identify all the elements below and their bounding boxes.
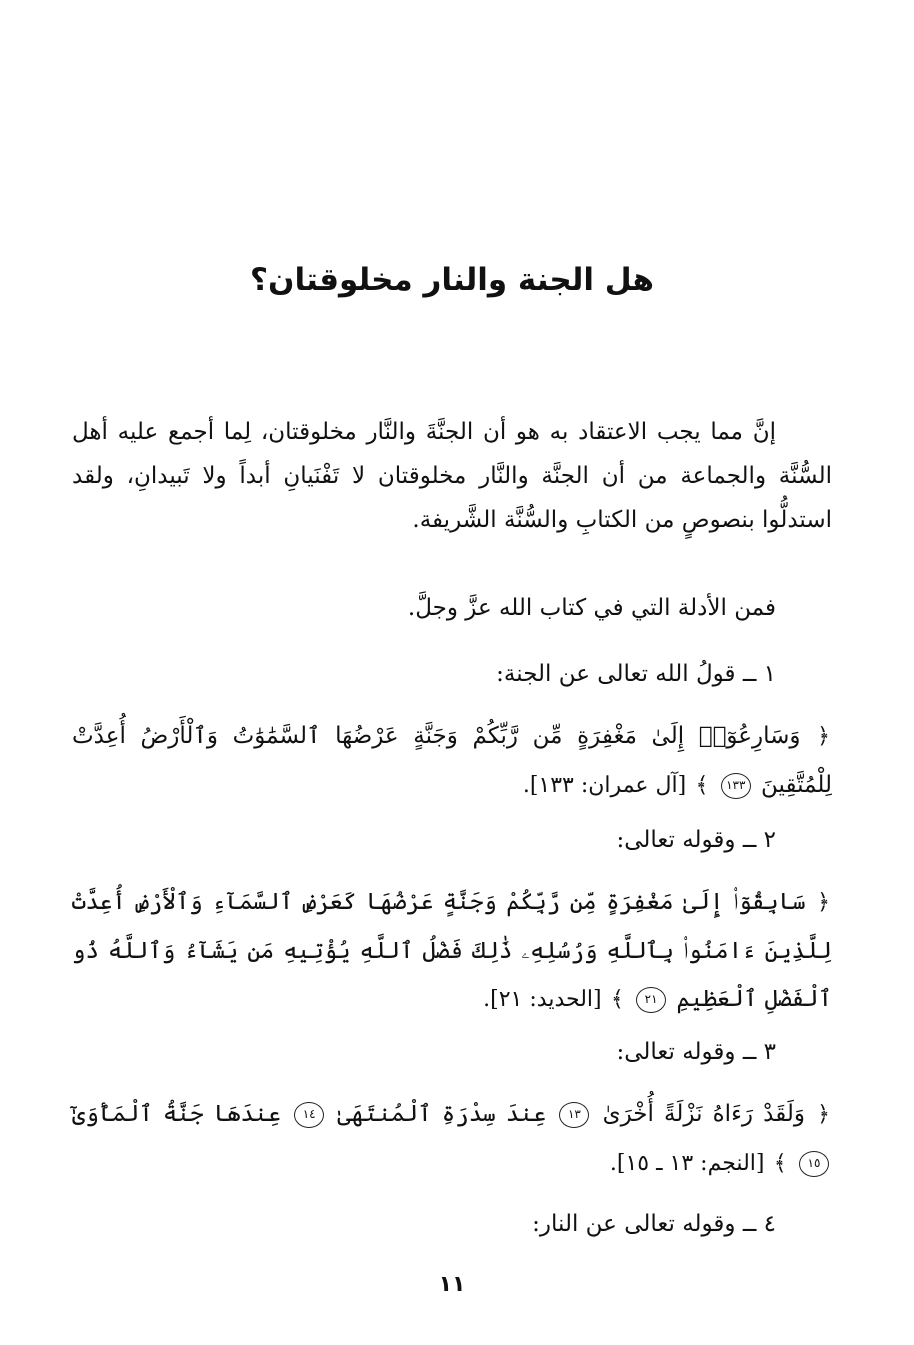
open-brace: ﴿ xyxy=(817,724,830,749)
verse-number-mark: ١٣٣ xyxy=(721,773,751,799)
item-1-heading: ١ ــ قولُ الله تعالى عن الجنة: xyxy=(496,661,776,687)
item-3-heading: ٣ ــ وقوله تعالى: xyxy=(616,1039,776,1065)
verse-number-mark: ١٥ xyxy=(799,1151,829,1177)
item-2-ayah-block xyxy=(72,878,832,1024)
open-brace: ﴿ xyxy=(817,890,830,915)
ayah-text: عِندَهَا جَنَّةُ ٱلْمَأْوَىٰٓ xyxy=(72,1101,281,1127)
page-title: هل الجنة والنار مخلوقتان؟ xyxy=(250,262,654,298)
close-brace: ﴾ xyxy=(610,987,624,1012)
quran-reference: [آل عمران: ١٣٣]. xyxy=(522,773,687,798)
quran-reference: [النجم: ١٣ ـ ١٥]. xyxy=(609,1151,765,1176)
item-1-ayah-block xyxy=(72,712,832,810)
ayah-text: سَابِقُوٓا۟ إِلَىٰ مَغْفِرَةٍ مِّن رَّبِّكُمْ وَجَنَّةٍ عَرْضُهَا كَعَرْضِ ٱلسَّمَآءِ وَٱلْأَرْضِ أُعِدَّتْ لِلَّذِينَ ءَامَنُوا۟ بِٱللَّهِ وَرُسُلِهِۦ ذَٰلِكَ فَضْلُ ٱللَّهِ يُؤْتِيهِ مَن يَشَآءُ وَٱللَّهُ ذُو ٱلْفَضْلِ ٱلْعَظِيمِ xyxy=(72,889,832,1012)
verse-number-mark: ١٣ xyxy=(559,1102,589,1128)
intro-paragraph: إنَّ مما يجب الاعتقاد به هو أن الجنَّةَ والنَّار مخلوقتان، لِما أجمع عليه أهل السُّنَّة والجماعة من أن الجنَّة والنَّار مخلوقتان لا تَفْنَيانِ أبداً ولا تَبيدانِ، ولقد استدلُّوا بنصوصٍ من الكتابِ والسُّنَّة الشَّريفة. xyxy=(72,419,832,533)
evidence-intro: فمن الأدلة التي في كتاب الله عزَّ وجلَّ. xyxy=(407,595,776,621)
verse-number-mark: ٢١ xyxy=(636,987,666,1013)
item-2-heading: ٢ ــ وقوله تعالى: xyxy=(616,827,776,853)
close-brace: ﴾ xyxy=(773,1151,787,1176)
ayah-text: وَسَارِعُوٓا۟ إِلَىٰ مَغْفِرَةٍ مِّن رَّبِّكُمْ وَجَنَّةٍ عَرْضُهَا ٱلسَّمَٰوَٰتُ وَٱلْأَرْضُ أُعِدَّتْ لِلْمُتَّقِينَ xyxy=(72,723,832,798)
item-4-heading: ٤ ــ وقوله تعالى عن النار: xyxy=(532,1211,776,1237)
item-3-ayah-block xyxy=(72,1090,832,1188)
ayah-text: وَلَقَدْ رَءَاهُ نَزْلَةً أُخْرَىٰ xyxy=(602,1101,805,1127)
page xyxy=(72,0,832,1345)
quran-reference: [الحديد: ٢١]. xyxy=(483,987,602,1012)
ayah-text: عِندَ سِدْرَةِ ٱلْمُنتَهَىٰ xyxy=(337,1101,547,1127)
verse-number-mark: ١٤ xyxy=(294,1102,324,1128)
open-brace: ﴿ xyxy=(817,1102,831,1127)
close-brace: ﴾ xyxy=(695,773,709,798)
page-number: ١١ xyxy=(438,1272,466,1297)
